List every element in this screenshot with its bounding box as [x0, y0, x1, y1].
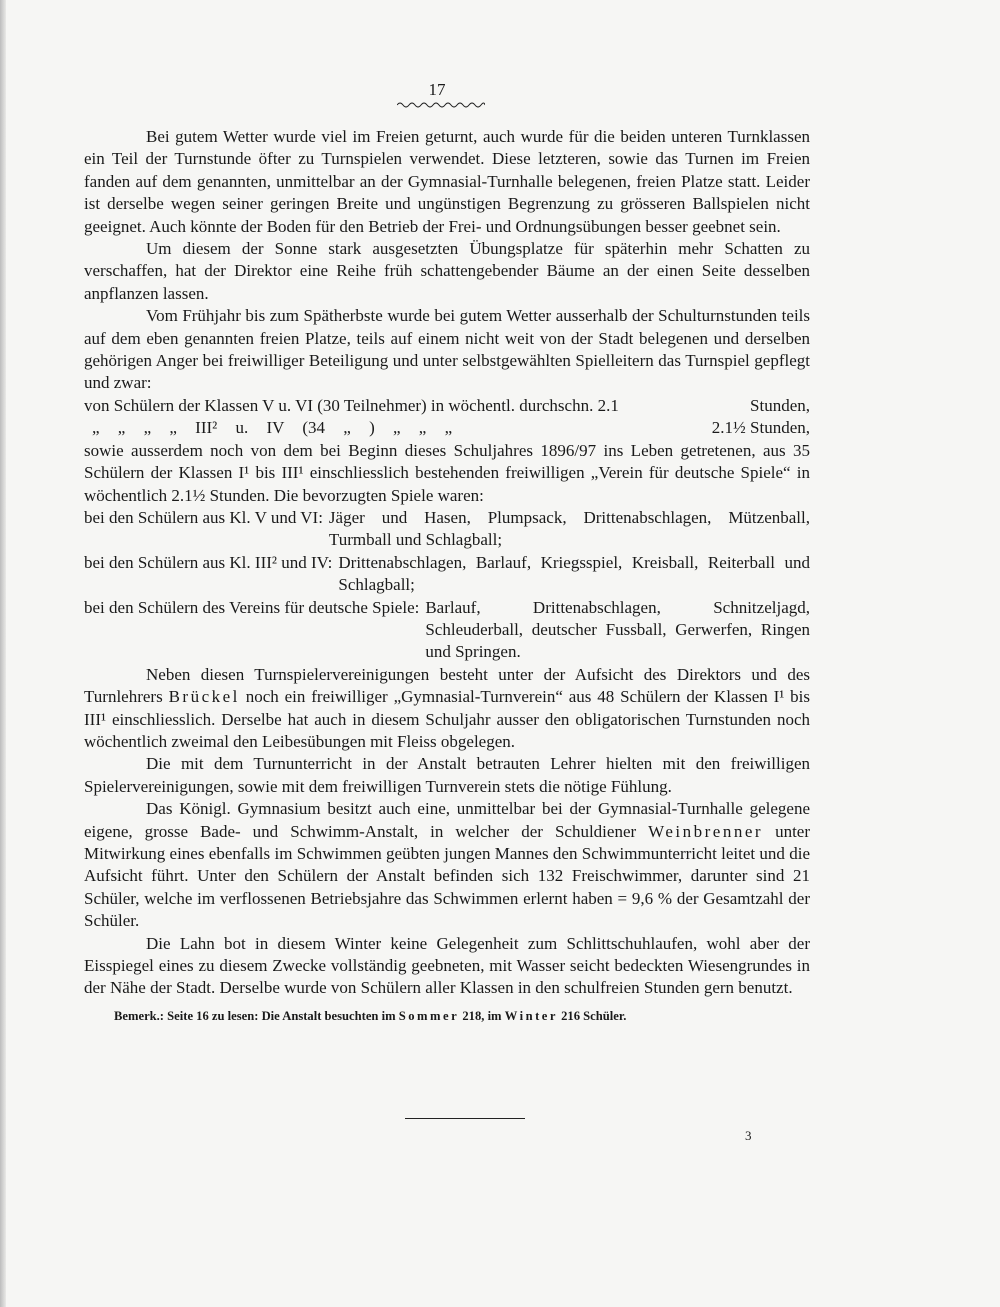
games-row-2	[84, 552, 810, 597]
turnverein-text-after: noch ein freiwilliger „Gymnasial-Turnverein“ aus 48 Schülern der Klassen I¹ bis III¹ einschliesslich. Derselbe hat auch in diesem Schuljahr ausser den obligatorischen Turnstunden noch wöchentlich zweimal den Leibesübungen mit Fleiss obgelegen.	[84, 687, 811, 751]
paragraph-bad	[84, 798, 810, 932]
schedule-row-1-hours: Stunden,	[750, 395, 810, 415]
schedule-row-1-text: von Schülern der Klassen V u. VI (30 Teilnehmer) in wöchentl. durchschn. 2.1	[84, 395, 619, 415]
schedule-row-2-hours: 2.1½ Stunden,	[711, 418, 810, 438]
printer-signature: 3	[745, 1128, 752, 1143]
note-count-summer: 218,	[462, 1008, 485, 1023]
paragraph-lehrer: Die mit dem Turnunterricht in der Anstalt betrauten Lehrer hielten mit den freiwilligen Spielervereinigungen, sowie mit dem freiwilligen Turnverein stets die nötige Fühlung.	[84, 754, 810, 796]
schedule-row-2	[84, 417, 810, 439]
paragraph-shade: Um diesem der Sonne stark ausgesetzten Übungsplatze für späterhin mehr Schatten zu verschaffen, hat der Direktor eine Reihe früh schattengebender Bäume an der einen Seite desselben anpflanzen lassen.	[84, 239, 810, 303]
games-row-3	[84, 597, 810, 664]
turnverein-text-before: Neben diesen Turnspielervereinigungen besteht unter der Aufsicht des Direktors und des Turnlehrers	[84, 664, 810, 707]
page-number: 17	[428, 80, 446, 99]
body-text	[84, 126, 810, 1024]
footnote-remark	[84, 1008, 810, 1024]
games-row-1-value: Jäger und Hasen, Plumpsack, Drittenabschlagen, Mützenball, Turmball und Schlagball;	[328, 507, 810, 550]
wavy-ornament	[397, 101, 485, 109]
note-term-summer: Sommer	[398, 1008, 460, 1023]
paragraph-games-intro: Vom Frühjahr bis zum Spätherbste wurde bei gutem Wetter ausserhalb der Schulturnstunden teils auf dem eben genannten freien Platze, teils auf einem nicht weit von der Stadt belegenen und derselben gehörigen Anger bei freiwilliger Beteiligung und unter selbstgewählten Spielleitern das Turnspiel gepflegt und zwar:	[84, 306, 810, 393]
games-row-1	[84, 507, 810, 552]
paragraph-lahn: Die Lahn bot in diesem Winter keine Gelegenheit zum Schlittschuhlaufen, wohl aber der Eisspiegel eines zu diesem Zwecke vollständig geebneten, mit Wasser seicht bedeckten Wiesengrundes in der Nähe der Stadt. Derselbe wurde von Schülern aller Klassen in den schulfreien Stunden gern benutzt.	[84, 933, 810, 998]
games-row-3-value: Barlauf, Drittenabschlagen, Schnitzeljagd, Schleuderball, deutscher Fussball, Gerwerfen, Ringen und Springen.	[425, 597, 810, 662]
note-prefix: Bemerk.: Seite 16 zu lesen: Die Anstalt besuchten im	[114, 1008, 396, 1023]
bad-text-before: Das Königl. Gymnasium besitzt auch eine, unmittelbar bei der Gymnasial-Turnhalle gelegene eigene, grosse Bade- und Schwimm-Anstalt, in welcher der Schuldiener	[84, 799, 810, 841]
turnlehrer-name: Brückel	[168, 687, 240, 707]
games-row-3-label: bei den Schülern des Vereins für deutsche Spiele:	[84, 597, 420, 617]
bad-text-after: unter Mitwirkung eines ebenfalls im Schwimmen geübten jungen Mannes den Schwimmunterricht leitet und die Aufsicht führt. Unter den Schülern der Anstalt befinden sich 132 Freischwimmer, darunter sind 21 Schüler, welche im verflossenen Betriebsjahre das Schwimmen erlernt haben = 9,6 % der Gesamtzahl der Schüler.	[84, 821, 810, 931]
schedule-row-2-text: „ „ „ „ III² u. IV (34 „ ) „ „ „	[92, 418, 453, 438]
paragraph-turnverein	[84, 664, 810, 754]
schedule-row-1	[84, 395, 810, 417]
games-row-2-value: Drittenabschlagen, Barlauf, Kriegsspiel, Kreisball, Reiterball und Schlagball;	[338, 552, 810, 595]
note-mid: im	[487, 1008, 502, 1023]
closing-rule	[405, 1118, 525, 1119]
note-count-winter: 216	[561, 1008, 581, 1023]
games-row-2-label: bei den Schülern aus Kl. III² und IV:	[84, 552, 333, 572]
paragraph-weather: Bei gutem Wetter wurde viel im Freien geturnt, auch wurde für die beiden unteren Turnklassen ein Teil der Turnstunde öfter zu Turnspielen verwendet. Diese letzteren, sowie das Turnen im Freien fanden auf dem genannten, unmittelbar an der Gymnasial-Turnhalle belegenen, freien Platze statt. Leider ist derselbe wegen seiner geringen Breite und ungünstigen Begrenzung zu grösseren Ballspielen nicht geeignet. Auch könnte der Boden für den Betrieb der Frei- und Ordnungsübungen besser geebnet sein.	[84, 127, 810, 236]
paragraph-verein: sowie ausserdem noch von dem bei Beginn dieses Schuljahres 1896/97 ins Leben getretenen, aus 35 Schülern der Klassen I¹ bis III¹ einschliesslich bestehenden freiwilligen „Verein für deutsche Spiele“ in wöchentlich 2.1½ Stunden. Die bevorzugten Spiele waren:	[84, 440, 810, 505]
note-term-winter: Winter	[504, 1008, 558, 1023]
games-row-1-label: bei den Schülern aus Kl. V und VI:	[84, 507, 323, 527]
note-suffix: Schüler.	[583, 1008, 627, 1023]
page-edge-shadow	[0, 0, 6, 1307]
schuldiener-name: Weinbrenner	[648, 821, 764, 841]
